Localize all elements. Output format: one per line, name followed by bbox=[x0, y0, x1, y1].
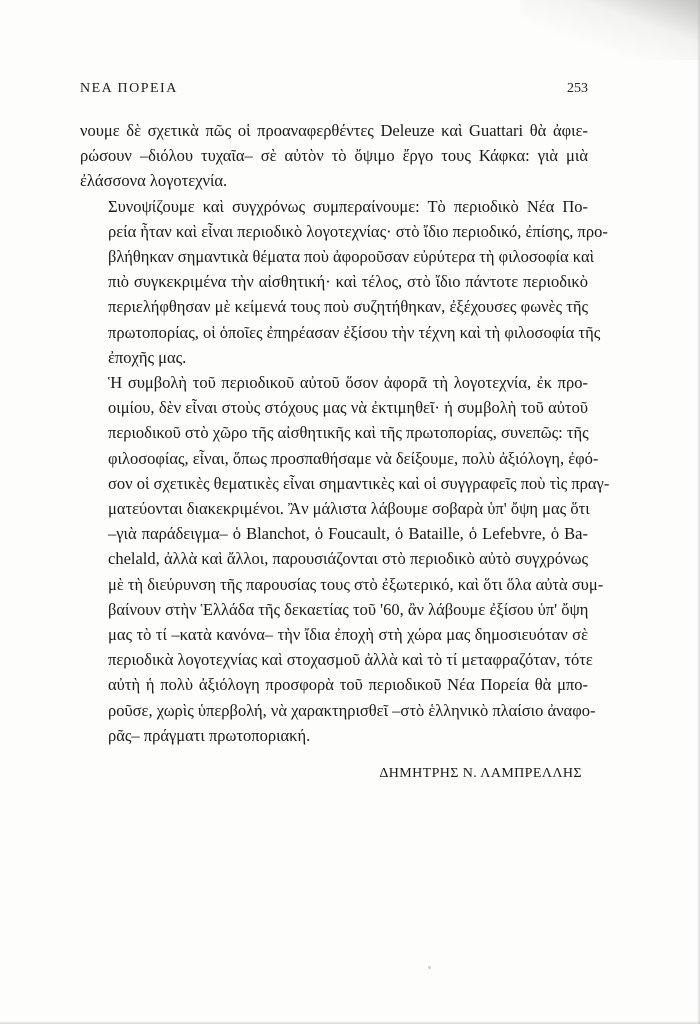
text-line: βαίνουν στὴν Ἑλλάδα τῆς δεκαετίας τοῦ '60, ἂν λάβουμε ἐξίσου ὑπ' ὄψη bbox=[108, 599, 589, 619]
text-line: νουμε δὲ σχετικὰ πῶς οἱ προαναφερθέντες Deleuze καὶ Guattari θὰ ἀφιε- bbox=[80, 121, 588, 140]
scan-speck bbox=[428, 966, 431, 969]
text-line: περιοδικοῦ στὸ χῶρο τῆς αἰσθητικῆς καὶ τῆς πρωτοπορίας, συνεπῶς: τῆς bbox=[108, 423, 589, 443]
text-line: Συνοψίζουμε καὶ συγχρόνως συμπεραίνουμε: Τὸ περιοδικὸ Νέα Πο- bbox=[108, 196, 588, 216]
scan-corner-shadow bbox=[520, 0, 700, 60]
text-line: ρεία ἦταν καὶ εἶναι περιοδικὸ λογοτεχνίας· στὸ ἴδιο περιοδικό, ἐπίσης, προ- bbox=[108, 221, 608, 241]
paragraph-2 bbox=[80, 194, 608, 370]
paragraph-1 bbox=[80, 118, 588, 194]
text-line: βλήθηκαν σημαντικὰ θέματα ποὺ ἀφοροῦσαν εὐρύτερα τὴ φιλοσοφία καὶ bbox=[108, 247, 595, 267]
text-line: ματεύονται διακεκριμένοι. Ἂν μάλιστα λάβουμε σοβαρὰ ὑπ' ὄψη μας ὅτι bbox=[108, 499, 590, 519]
text-line: ρᾶς– πράγματι πρωτοποριακή. bbox=[108, 725, 311, 745]
text-line: Ἡ συμβολὴ τοῦ περιοδικοῦ αὐτοῦ ὅσον ἀφορᾶ τὴ λογοτεχνία, ἐκ προ- bbox=[108, 373, 588, 393]
body-text bbox=[80, 118, 610, 748]
text-line: ἐλάσσονα λογοτεχνία. bbox=[80, 171, 228, 191]
text-line: ροῦσε, χωρὶς ὑπερβολή, νὰ χαρακτηρισθεῖ –στὸ ἑλληνικὸ πλαίσιο ἀναφο- bbox=[108, 700, 596, 720]
running-head: ΝΕΑ ΠΟΡΕΙΑ bbox=[80, 81, 178, 96]
text-line: σον οἱ σχετικὲς θεματικὲς εἶναι σημαντικὲς καὶ οἱ συγγραφεῖς ποὺ τὶς πραγ- bbox=[108, 473, 610, 493]
paragraph-3 bbox=[80, 370, 610, 748]
text-line: μας τὸ τί –κατὰ κανόνα– τὴν ἴδια ἐποχὴ στὴ χώρα μας δημοσιευόταν σὲ bbox=[108, 625, 588, 645]
text-line: αὐτὴ ἡ πολὺ ἀξιόλογη προσφορὰ τοῦ περιοδικοῦ Νέα Πορεία θὰ μπο- bbox=[108, 675, 588, 695]
text-line: πιὸ συγκεκριμένα τὴν αἰσθητική· καὶ τέλος, στὸ ἴδιο πάντοτε περιοδικὸ bbox=[108, 272, 588, 292]
text-line: φιλοσοφίας, εἶναι, ὅπως προσπαθήσαμε νὰ δείξουμε, πολὺ ἀξιόλογη, ἐφό- bbox=[108, 448, 599, 468]
text-line: chelald, ἀλλὰ καὶ ἄλλοι, παρουσιάζονται στὸ περιοδικὸ αὐτὸ συγχρόνως bbox=[108, 549, 588, 569]
text-line: οιμίου, δὲν εἶναι στοὺς στόχους μας νὰ ἐκτιμηθεῖ· ἡ συμβολὴ τοῦ αὐτοῦ bbox=[108, 398, 588, 418]
text-line: μὲ τὴ διεύρυνση τῆς παρουσίας τους στὸ ἐξωτερικό, καὶ ὅτι ὅλα αὐτὰ συμ- bbox=[108, 574, 604, 594]
author-signature: ΔΗΜΗΤΡΗΣ Ν. ΛΑΜΠΡΕΛΛΗΣ bbox=[379, 766, 582, 781]
page-number: 253 bbox=[567, 81, 588, 96]
text-line: ρώσουν –διόλου τυχαῖα– σὲ αὐτὸν τὸ ὄψιμο ἔργο τους Κάφκα: γιὰ μιὰ bbox=[80, 146, 588, 166]
text-line: πρωτοπορίας, οἱ ὁποῖες ἐπηρέασαν ἐξίσου τὴν τέχνη καὶ τὴ φιλοσοφία τῆς bbox=[108, 322, 601, 342]
text-line: –γιὰ παράδειγμα– ὁ Blanchot, ὁ Foucault, ὁ Bataille, ὁ Lefebvre, ὁ Ba- bbox=[108, 524, 588, 544]
text-line: περιελήφθησαν μὲ κείμενά τους ποὺ συζητήθηκαν, ἐξέχουσες φωνὲς τῆς bbox=[108, 297, 588, 317]
text-line: ἐποχῆς μας. bbox=[108, 347, 187, 367]
text-line: περιοδικὰ λογοτεχνίας καὶ στοχασμοῦ ἀλλὰ καὶ τὸ τί μεταφραζόταν, τότε bbox=[108, 650, 593, 670]
